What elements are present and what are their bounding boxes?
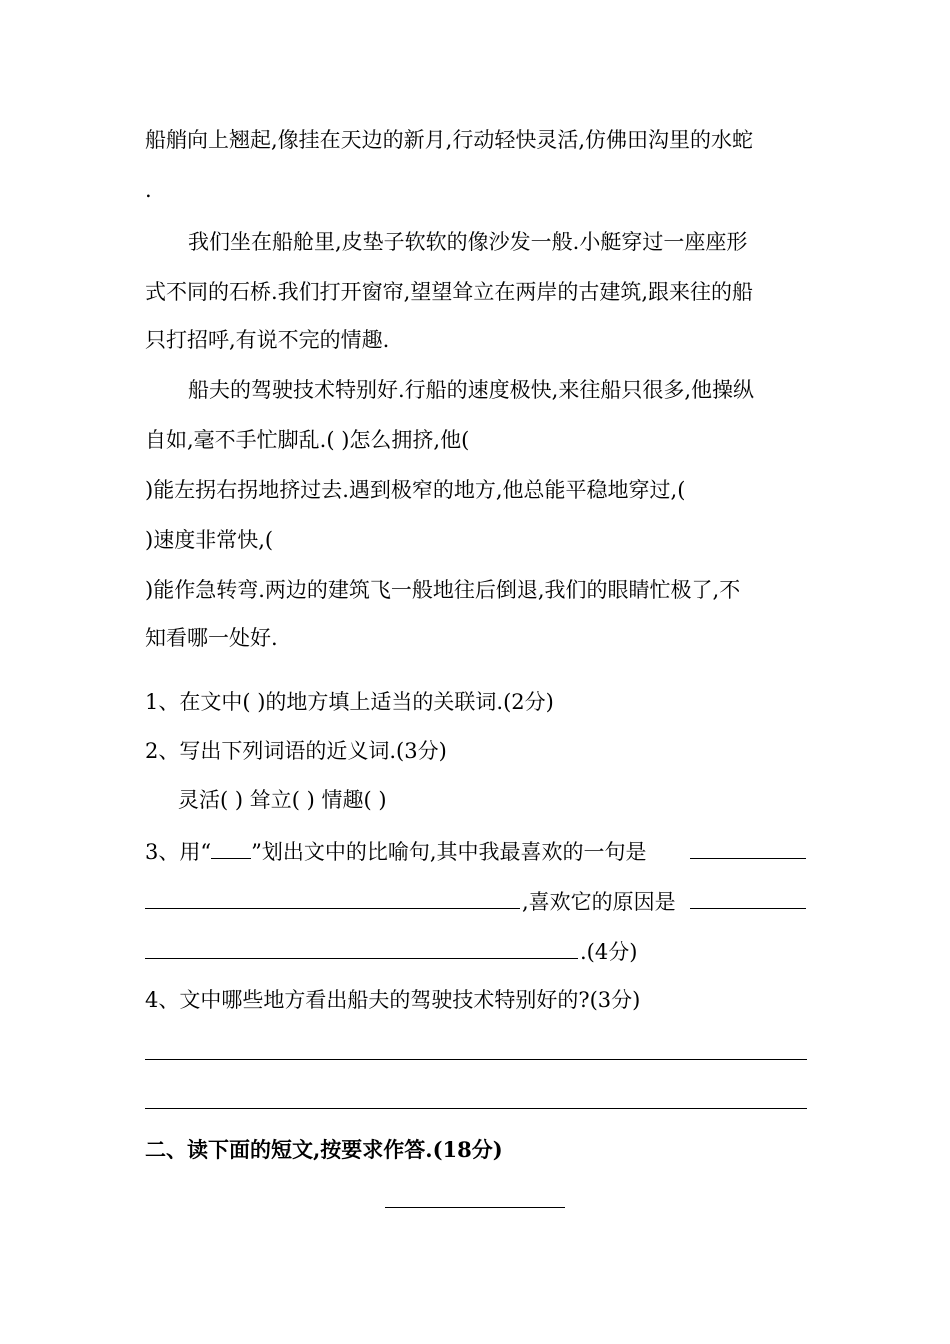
answer-blank[interactable] — [145, 958, 578, 959]
section-two-heading: 二、读下面的短文,按要求作答.(18分) — [145, 1137, 503, 1162]
question-3-prefix: 3、用“ — [145, 840, 212, 864]
passage-line: 自如,毫不手忙脚乱.( )怎么拥挤,他( — [145, 428, 470, 452]
answer-line[interactable] — [145, 1108, 807, 1109]
answer-line[interactable] — [145, 1059, 807, 1060]
answer-blank[interactable] — [145, 908, 520, 909]
passage-line: )速度非常快,( — [145, 528, 274, 552]
question-3-reason-label: ,喜欢它的原因是 — [522, 890, 676, 914]
answer-blank[interactable] — [690, 858, 806, 859]
question-1: 1、在文中( )的地方填上适当的关联词.(2分) — [145, 690, 554, 714]
answer-blank[interactable] — [690, 908, 806, 909]
question-3-points: .(4分) — [580, 940, 638, 964]
passage-line: 我们坐在船舱里,皮垫子软软的像沙发一般.小艇穿过一座座形 — [188, 230, 748, 254]
passage-line: . — [145, 178, 152, 202]
question-2-words: 灵活( ) 耸立( ) 情趣( ) — [178, 788, 387, 812]
passage-line: 式不同的石桥.我们打开窗帘,望望耸立在两岸的古建筑,跟来往的船 — [145, 280, 754, 304]
passage-line: 知看哪一处好. — [145, 626, 278, 650]
passage-line: 只打招呼,有说不完的情趣. — [145, 328, 390, 352]
question-2: 2、写出下列词语的近义词.(3分) — [145, 739, 447, 763]
question-3 — [145, 838, 647, 866]
underline-sample — [211, 838, 251, 859]
question-4: 4、文中哪些地方看出船夫的驾驶技术特别好的?(3分) — [145, 988, 641, 1012]
passage-line: 船艄向上翘起,像挂在天边的新月,行动轻快灵活,仿佛田沟里的水蛇 — [145, 128, 754, 152]
passage-line: 船夫的驾驶技术特别好.行船的速度极快,来往船只很多,他操纵 — [188, 378, 755, 402]
question-3-text: ”划出文中的比喻句,其中我最喜欢的一句是 — [251, 840, 647, 864]
footnote-separator — [385, 1207, 565, 1208]
passage-line: )能左拐右拐地挤过去.遇到极窄的地方,他总能平稳地穿过,( — [145, 478, 686, 502]
passage-line: )能作急转弯.两边的建筑飞一般地往后倒退,我们的眼睛忙极了,不 — [145, 578, 741, 602]
